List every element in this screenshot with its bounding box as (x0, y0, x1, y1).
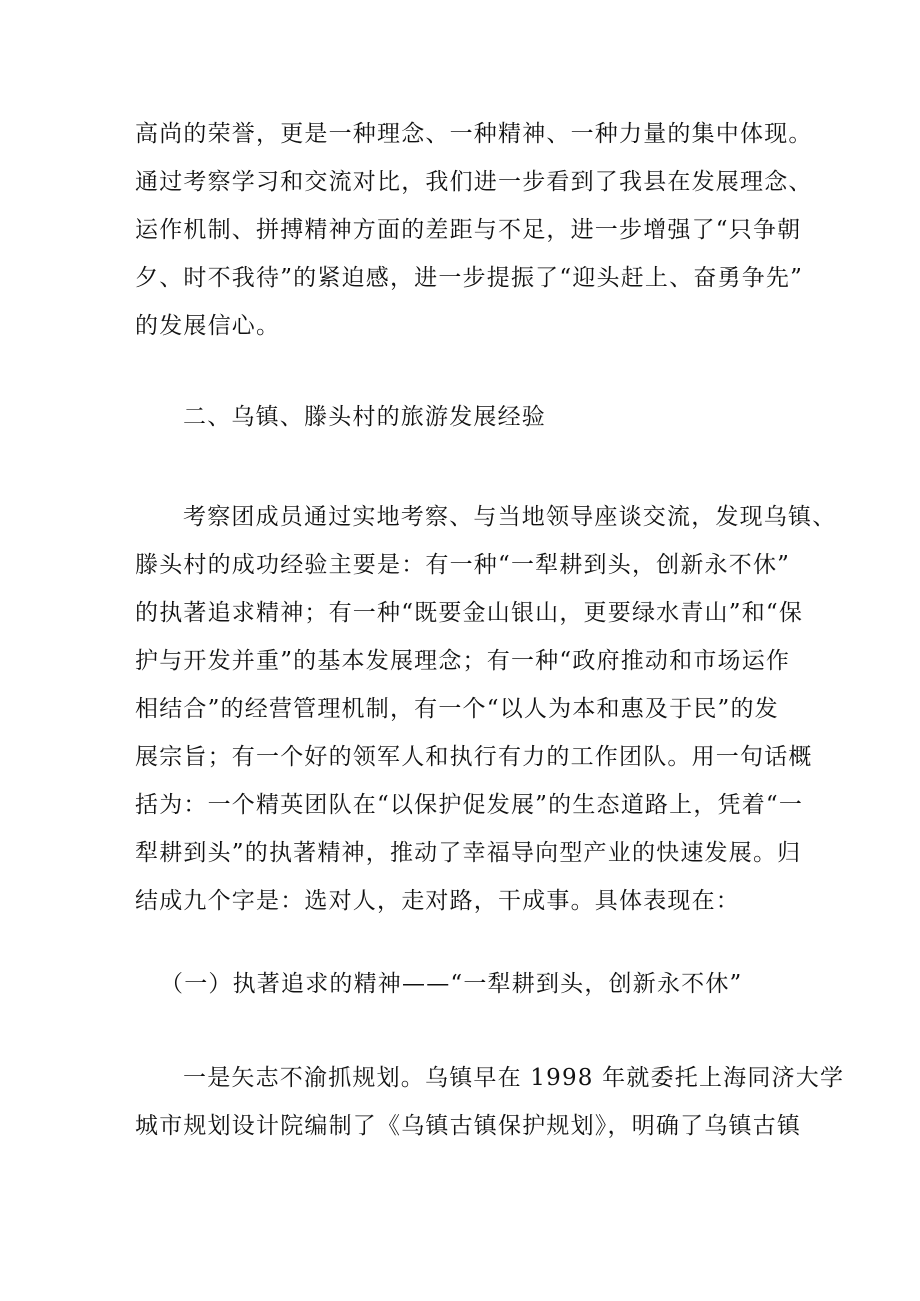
paragraph-line: 滕头村的成功经验主要是：有一种“一犁耕到头，创新永不休” (135, 552, 791, 578)
paragraph-line: 运作机制、拼搏精神方面的差距与不足，进一步增强了“只争朝 (135, 217, 802, 243)
paragraph-line: 通过考察学习和交流对比，我们进一步看到了我县在发展理念、 (135, 169, 813, 195)
section-heading: 二、乌镇、滕头村的旅游发展经验 (183, 404, 546, 430)
paragraph-line: 括为：一个精英团队在“以保护促发展”的生态道路上，凭着“一 (135, 792, 804, 818)
paragraph-line: 夕、时不我待”的紧迫感，进一步提振了“迎头赶上、奋勇争先” (135, 265, 804, 291)
paragraph-line: 考察团成员通过实地考察、与当地领导座谈交流，发现乌镇、 (183, 504, 837, 530)
paragraph-line: 城市规划设计院编制了《乌镇古镇保护规划》，明确了乌镇古镇 (135, 1113, 802, 1139)
paragraph-line: 的执著追求精神；有一种“既要金山银山，更要绿水青山”和“保 (135, 600, 804, 626)
subsection-heading: （一）执著追求的精神——“一犁耕到头，创新永不休” (160, 971, 743, 997)
paragraph-line: 高尚的荣誉，更是一种理念、一种精神、一种力量的集中体现。 (135, 121, 813, 147)
paragraph-line: 展宗旨；有一个好的领军人和执行有力的工作团队。用一句话概 (135, 744, 813, 770)
paragraph-line: 结成九个字是：选对人，走对路，干成事。具体表现在： (135, 888, 740, 914)
paragraph-line: 护与开发并重”的基本发展理念；有一种“政府推动和市场运作 (135, 648, 791, 674)
paragraph-line: 一是矢志不渝抓规划。乌镇早在 1998 年就委托上海同济大学 (183, 1065, 845, 1091)
paragraph-line: 相结合”的经营管理机制，有一个“以人为本和惠及于民”的发 (135, 696, 779, 722)
paragraph-line: 犁耕到头”的执著精神，推动了幸福导向型产业的快速发展。归 (135, 840, 802, 866)
paragraph-line: 的发展信心。 (135, 313, 281, 339)
